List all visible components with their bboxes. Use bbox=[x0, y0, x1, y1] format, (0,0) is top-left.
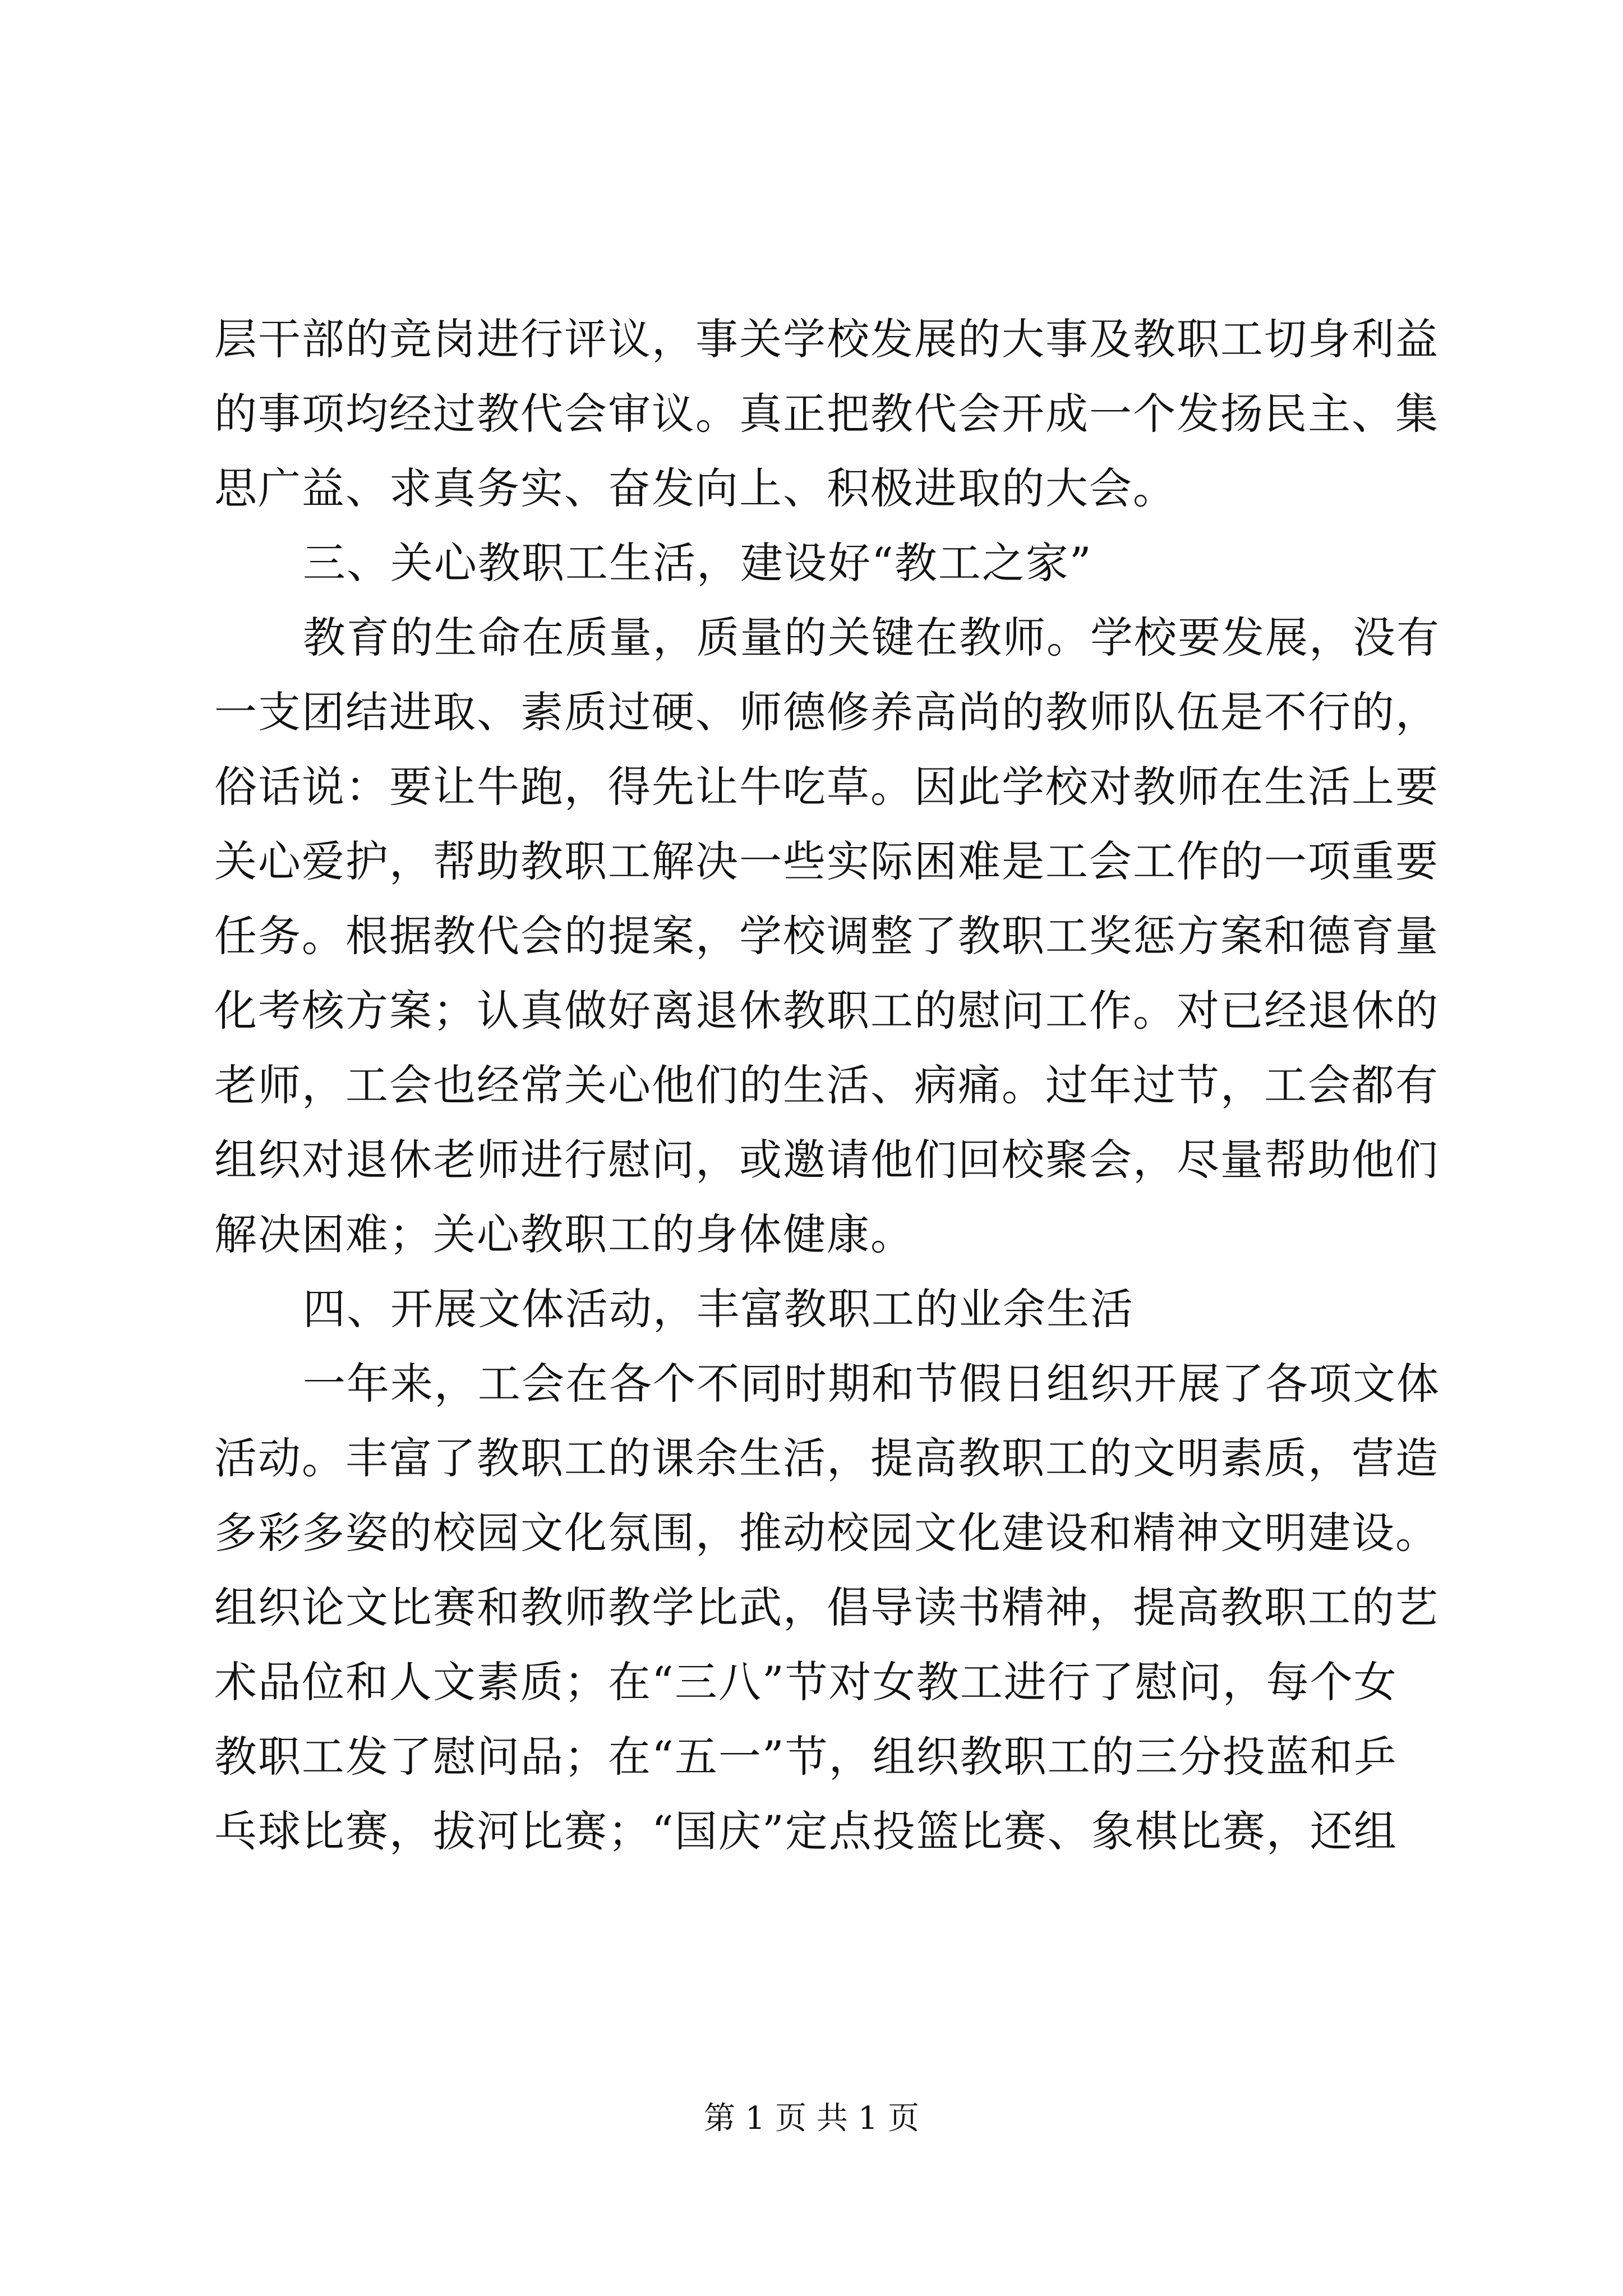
text-line: 组织论文比赛和教师教学比武，倡导读书精神，提高教职工的艺 bbox=[214, 1582, 1439, 1632]
text-line: 多彩多姿的校园文化氛围，推动校园文化建设和精神文明建设。 bbox=[214, 1508, 1439, 1558]
text-line: 俗话说：要让牛跑，得先让牛吃草。因此学校对教师在生活上要 bbox=[214, 762, 1439, 812]
page-number-footer: 第 1 页 共 1 页 bbox=[703, 2100, 920, 2137]
text-line: 思广益、求真务实、奋发向上、积极进取的大会。 bbox=[214, 463, 1177, 513]
text-line: 一支团结进取、素质过硬、师德修养高尚的教师队伍是不行的， bbox=[214, 687, 1439, 737]
text-line: 术品位和人文素质；在“三八”节对女教工进行了慰问，每个女 bbox=[214, 1657, 1398, 1707]
text-line: 解决困难；关心教职工的身体健康。 bbox=[214, 1209, 914, 1259]
section-heading: 四、开展文体活动，丰富教职工的业余生活 bbox=[303, 1284, 1134, 1334]
section-heading: 三、关心教职工生活，建设好“教工之家” bbox=[303, 538, 1092, 588]
text-line: 层干部的竞岗进行评议，事关学校发展的大事及教职工切身利益 bbox=[214, 314, 1439, 364]
text-line: 一年来，工会在各个不同时期和节假日组织开展了各项文体 bbox=[303, 1359, 1440, 1409]
text-line: 老师，工会也经常关心他们的生活、病痛。过年过节，工会都有 bbox=[214, 1060, 1439, 1110]
text-line: 教育的生命在质量，质量的关键在教师。学校要发展，没有 bbox=[303, 613, 1440, 662]
text-line: 关心爱护，帮助教职工解决一些实际困难是工会工作的一项重要 bbox=[214, 836, 1439, 886]
text-line: 的事项均经过教代会审议。真正把教代会开成一个发扬民主、集 bbox=[214, 389, 1439, 439]
text-line: 组织对退休老师进行慰问，或邀请他们回校聚会，尽量帮助他们 bbox=[214, 1135, 1439, 1185]
text-line: 化考核方案；认真做好离退休教职工的慰问工作。对已经退休的 bbox=[214, 986, 1439, 1036]
text-line: 乓球比赛，拔河比赛；“国庆”定点投篮比赛、象棋比赛，还组 bbox=[214, 1806, 1398, 1856]
text-line: 活动。丰富了教职工的课余生活，提高教职工的文明素质，营造 bbox=[214, 1433, 1439, 1483]
text-line: 教职工发了慰问品；在“五一”节，组织教职工的三分投蓝和乒 bbox=[214, 1732, 1398, 1782]
text-line: 任务。根据教代会的提案，学校调整了教职工奖惩方案和德育量 bbox=[214, 911, 1439, 961]
